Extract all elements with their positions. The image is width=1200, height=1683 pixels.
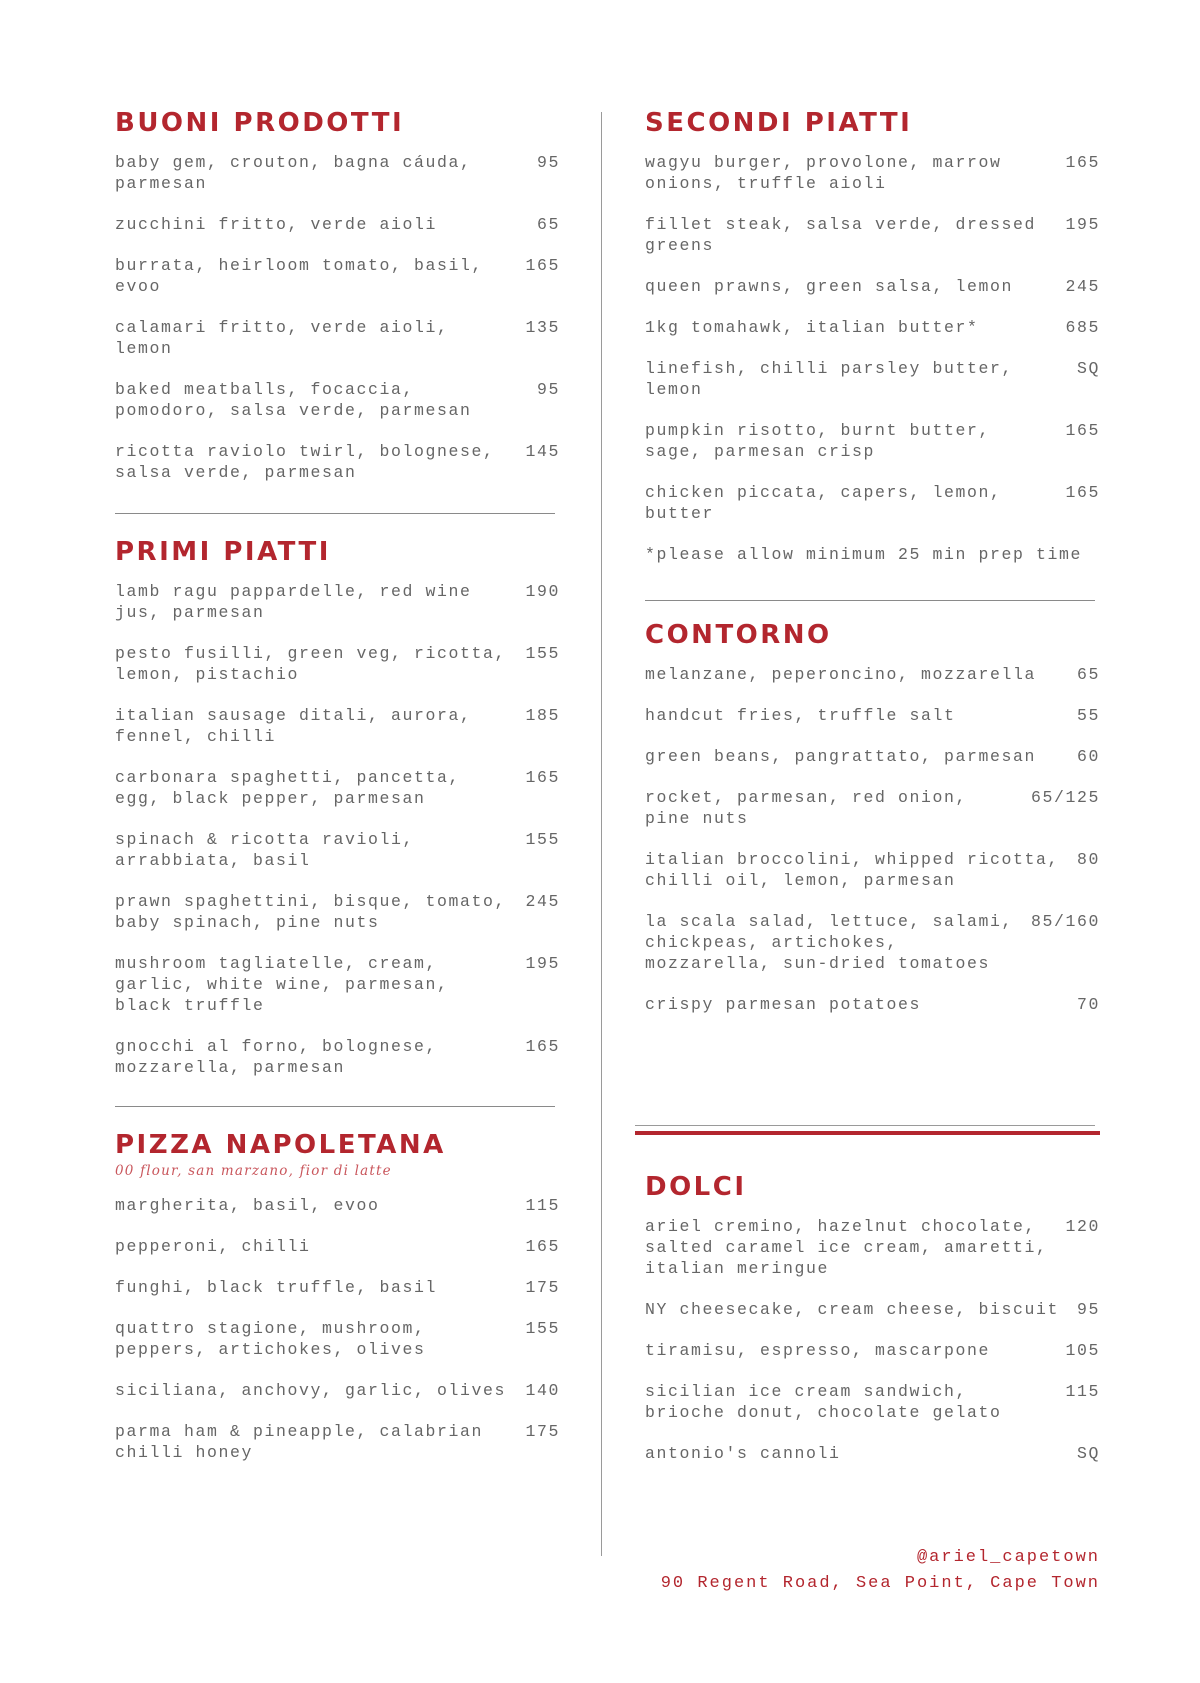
menu-item-price: 165 [525,1037,560,1056]
menu-item-price: 85/160 [1030,912,1100,931]
menu-item [645,276,1100,297]
menu-item [645,849,1100,891]
menu-item-price: 105 [1065,1341,1100,1360]
menu-item [645,214,1100,256]
menu-item-price: 155 [525,644,560,663]
menu-item-name: sicilian ice cream sandwich, brioche donut, chocolate gelato [645,1382,1002,1422]
menu-item-price: 95 [1076,1300,1100,1319]
menu-item [115,441,560,483]
menu-item [645,1443,1100,1464]
menu-item-price: 165 [1065,483,1100,502]
menu-item [115,152,560,194]
menu-item-price: 155 [525,830,560,849]
menu-item [645,317,1100,338]
menu-item-name: italian sausage ditali, aurora, fennel, chilli [115,706,472,746]
menu-item-name: linefish, chilli parsley butter, lemon [645,359,1014,399]
menu-item [645,358,1100,400]
menu-item [115,1195,560,1216]
menu-item-price: 165 [525,1237,560,1256]
section-heading: CONTORNO [645,620,832,650]
menu-item-name: handcut fries, truffle salt [645,706,956,725]
menu-item [115,643,560,685]
menu-item [115,1236,560,1257]
accent-rule [635,1131,1100,1135]
menu-item-name: la scala salad, lettuce, salami, chickpeas, artichokes, mozzarella, sun-dried tomatoes [645,912,1014,973]
menu-item-price: 165 [1065,153,1100,172]
menu-item [645,420,1100,462]
menu-item-name: mushroom tagliatelle, cream, garlic, white wine, parmesan, black truffle [115,954,449,1015]
menu-item-price: 65/125 [1030,788,1100,807]
menu-item-price: 245 [1065,277,1100,296]
menu-item-price: 140 [525,1381,560,1400]
menu-item-price: 55 [1076,706,1100,725]
menu-item-price: 60 [1076,747,1100,766]
menu-list [645,1216,1100,1464]
menu-item-price: 115 [1065,1382,1100,1401]
menu-item [115,705,560,747]
menu-item-name: siciliana, anchovy, garlic, olives [115,1381,507,1400]
menu-item [645,1381,1100,1423]
section-secondi-piatti [645,108,1100,565]
restaurant-address: 90 Regent Road, Sea Point, Cape Town [660,1574,1100,1593]
section-heading: PIZZA NAPOLETANA [115,1130,446,1160]
menu-item [645,787,1100,829]
menu-item-price: 195 [525,954,560,973]
menu-item-price: 685 [1065,318,1100,337]
menu-list [645,152,1100,524]
menu-item-price: 165 [1065,421,1100,440]
menu-item-name: baby gem, crouton, bagna cáuda, parmesan [115,153,472,193]
menu-item-name: fillet steak, salsa verde, dressed greens [645,215,1037,255]
menu-item-name: zucchini fritto, verde aioli [115,215,438,234]
menu-item-name: quattro stagione, mushroom, peppers, artichokes, olives [115,1319,426,1359]
section-heading: SECONDI PIATTI [645,108,913,138]
section-contorno [645,620,1100,1035]
menu-item-price: 65 [536,215,560,234]
section-dolci [645,1172,1100,1484]
menu-item-name: green beans, pangrattato, parmesan [645,747,1037,766]
menu-item-name: prawn spaghettini, bisque, tomato, baby spinach, pine nuts [115,892,507,932]
menu-item-name: queen prawns, green salsa, lemon [645,277,1014,296]
menu-item-name: rocket, parmesan, red onion, pine nuts [645,788,968,828]
section-heading: DOLCI [645,1172,747,1202]
menu-item [645,664,1100,685]
menu-item [115,379,560,421]
menu-item [645,705,1100,726]
menu-item-name: gnocchi al forno, bolognese, mozzarella, parmesan [115,1037,438,1077]
menu-item-name: burrata, heirloom tomato, basil, evoo [115,256,484,296]
menu-item-name: antonio's cannoli [645,1444,841,1463]
menu-item [645,152,1100,194]
prep-time-note: *please allow minimum 25 min prep time [645,545,1083,564]
menu-item [645,1216,1100,1279]
menu-item [115,1277,560,1298]
section-buoni-prodotti [115,108,560,503]
menu-item-price: 195 [1065,215,1100,234]
menu-item-name: tiramisu, espresso, mascarpone [645,1341,991,1360]
menu-list [115,1195,560,1463]
menu-item-name: NY cheesecake, cream cheese, biscuit [645,1300,1060,1319]
menu-item-name: carbonara spaghetti, pancetta, egg, black pepper, parmesan [115,768,461,808]
menu-item [115,255,560,297]
menu-item [115,1421,560,1463]
menu-item [645,911,1100,974]
menu-list [645,664,1100,1015]
menu-item-name: margherita, basil, evoo [115,1196,380,1215]
menu-item-name: 1kg tomahawk, italian butter* [645,318,979,337]
menu-item [645,1340,1100,1361]
menu-item-price: 80 [1076,850,1100,869]
section-pizza-napoletana [115,1130,560,1483]
section-divider [645,600,1095,601]
menu-item-name: funghi, black truffle, basil [115,1278,438,1297]
menu-item-price: 165 [525,256,560,275]
menu-item-price: 70 [1076,995,1100,1014]
section-divider [635,1125,1095,1126]
section-primi-piatti [115,537,560,1098]
menu-item-price: 190 [525,582,560,601]
menu-item-name: pepperoni, chilli [115,1237,311,1256]
menu-item-name: ariel cremino, hazelnut chocolate, salted caramel ice cream, amaretti, italian meringue [645,1217,1048,1278]
section-heading: BUONI PRODOTTI [115,108,405,138]
menu-item-name: parma ham & pineapple, calabrian chilli honey [115,1422,484,1462]
menu-list [115,581,560,1078]
menu-item-price: 120 [1065,1217,1100,1236]
section-subheading: 00 flour, san marzano, fior di latte [115,1163,392,1179]
menu-item-name: wagyu burger, provolone, marrow onions, truffle aioli [645,153,1002,193]
menu-item [115,1036,560,1078]
menu-item-price: 245 [525,892,560,911]
menu-list [115,152,560,483]
menu-item-name: lamb ragu pappardelle, red wine jus, parmesan [115,582,472,622]
menu-item [645,482,1100,524]
menu-item [115,1318,560,1360]
menu-item-name: calamari fritto, verde aioli, lemon [115,318,449,358]
menu-item [115,1380,560,1401]
menu-item [645,746,1100,767]
column-divider [601,112,602,1556]
menu-item [115,214,560,235]
menu-item [115,953,560,1016]
menu-item-name: ricotta raviolo twirl, bolognese, salsa verde, parmesan [115,442,495,482]
menu-item [115,767,560,809]
menu-item-price: 135 [525,318,560,337]
menu-item-name: melanzane, peperoncino, mozzarella [645,665,1037,684]
menu-item-name: crispy parmesan potatoes [645,995,922,1014]
menu-item [115,317,560,359]
menu-item-price: 115 [525,1196,560,1215]
menu-item [115,829,560,871]
menu-item-name: baked meatballs, focaccia, pomodoro, salsa verde, parmesan [115,380,472,420]
menu-item-price: 95 [536,380,560,399]
menu-item-price: 65 [1076,665,1100,684]
menu-item-name: chicken piccata, capers, lemon, butter [645,483,1002,523]
menu-item-price: 145 [525,442,560,461]
section-divider [115,513,555,514]
instagram-handle[interactable]: @ariel_capetown [916,1548,1100,1567]
menu-item-price: 95 [536,153,560,172]
section-divider [115,1106,555,1107]
menu-item [115,581,560,623]
menu-item [645,994,1100,1015]
menu-item-price: 175 [525,1422,560,1441]
menu-item-price: 155 [525,1319,560,1338]
menu-item [115,891,560,933]
section-heading: PRIMI PIATTI [115,537,331,567]
menu-item-name: pesto fusilli, green veg, ricotta, lemon, pistachio [115,644,507,684]
menu-item [645,1299,1100,1320]
menu-item-name: italian broccolini, whipped ricotta, chilli oil, lemon, parmesan [645,850,1060,890]
menu-item-price: SQ [1076,359,1100,378]
menu-item-price: SQ [1076,1444,1100,1463]
menu-item-price: 175 [525,1278,560,1297]
menu-item-price: 185 [525,706,560,725]
menu-item-price: 165 [525,768,560,787]
menu-item-name: pumpkin risotto, burnt butter, sage, parmesan crisp [645,421,991,461]
menu-item-name: spinach & ricotta ravioli, arrabbiata, basil [115,830,415,870]
